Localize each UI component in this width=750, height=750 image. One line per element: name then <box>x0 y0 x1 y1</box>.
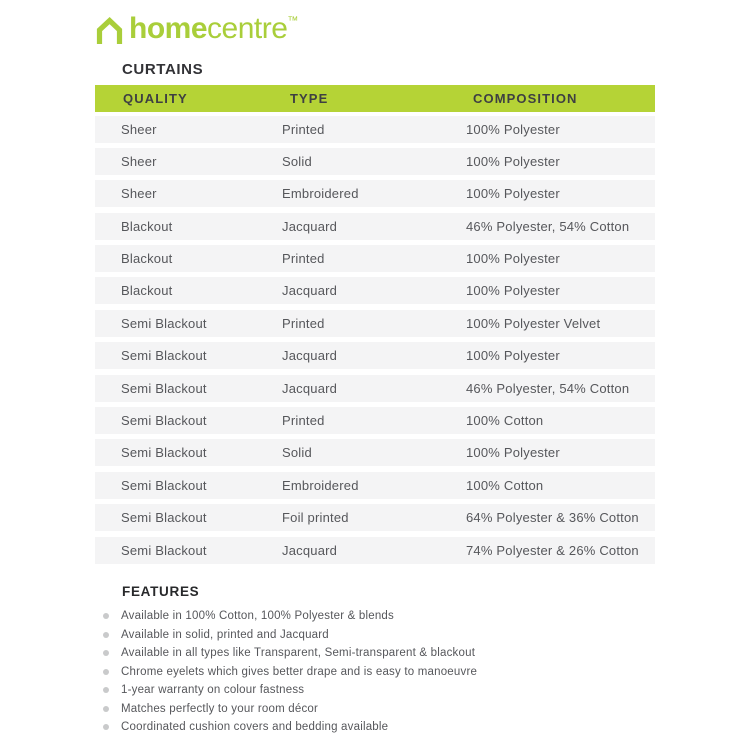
page-title: CURTAINS <box>122 61 204 78</box>
table-row <box>95 537 655 564</box>
cell-type: Printed <box>282 413 325 429</box>
table-row <box>95 245 655 272</box>
cell-type: Embroidered <box>282 186 359 202</box>
table-row <box>95 439 655 466</box>
cell-quality: Semi Blackout <box>121 445 207 461</box>
cell-quality: Semi Blackout <box>121 477 207 493</box>
bullet-icon <box>103 687 109 693</box>
list-item <box>95 610 655 622</box>
cell-type: Jacquard <box>282 348 338 364</box>
list-item <box>95 721 655 733</box>
cell-type: Printed <box>282 251 325 267</box>
table-row <box>95 310 655 337</box>
cell-type: Printed <box>282 315 325 331</box>
feature-text: Available in 100% Cotton, 100% Polyester & blends <box>121 610 394 622</box>
cell-quality: Semi Blackout <box>121 315 207 331</box>
bullet-icon <box>103 724 109 730</box>
cell-composition: 100% Cotton <box>466 477 544 493</box>
table-row <box>95 180 655 207</box>
cell-composition: 74% Polyester & 26% Cotton <box>466 542 639 558</box>
table-row <box>95 277 655 304</box>
column-header-quality: QUALITY <box>123 91 188 106</box>
table-row <box>95 342 655 369</box>
table-row <box>95 213 655 240</box>
features-section <box>95 584 655 740</box>
features-title: FEATURES <box>122 584 200 599</box>
table-row <box>95 148 655 175</box>
cell-quality: Sheer <box>121 121 157 137</box>
feature-text: Matches perfectly to your room décor <box>121 702 319 715</box>
logo-text-home: home <box>129 12 208 45</box>
cell-composition: 100% Polyester <box>466 283 560 299</box>
cell-type: Solid <box>282 445 312 461</box>
cell-quality: Sheer <box>121 186 157 202</box>
bullet-icon <box>103 706 109 712</box>
cell-composition: 100% Polyester <box>466 251 560 267</box>
feature-text: 1-year warranty on colour fastness <box>121 684 305 696</box>
cell-quality: Semi Blackout <box>121 348 207 364</box>
column-header-composition: COMPOSITION <box>473 91 578 106</box>
feature-text: Coordinated cushion covers and bedding available <box>121 721 389 733</box>
cell-composition: 100% Polyester <box>466 348 560 364</box>
cell-type: Jacquard <box>282 380 338 396</box>
cell-type: Foil printed <box>282 510 349 526</box>
cell-type: Solid <box>282 153 312 169</box>
cell-type: Jacquard <box>282 542 338 558</box>
logo-text-centre: centre <box>207 12 288 45</box>
table-row <box>95 407 655 434</box>
list-item <box>95 684 655 696</box>
cell-quality: Semi Blackout <box>121 510 207 526</box>
list-item <box>95 647 655 659</box>
table-body <box>95 116 655 564</box>
cell-quality: Blackout <box>121 283 173 299</box>
house-icon <box>95 13 129 45</box>
column-header-type: TYPE <box>290 91 329 106</box>
bullet-icon <box>103 669 109 675</box>
cell-composition: 100% Polyester Velvet <box>466 315 601 331</box>
cell-composition: 46% Polyester, 54% Cotton <box>466 218 630 234</box>
cell-composition: 100% Polyester <box>466 445 560 461</box>
cell-composition: 100% Cotton <box>466 413 544 429</box>
cell-composition: 100% Polyester <box>466 121 560 137</box>
list-item <box>95 666 655 678</box>
cell-composition: 46% Polyester, 54% Cotton <box>466 380 630 396</box>
cell-composition: 100% Polyester <box>466 153 560 169</box>
cell-quality: Semi Blackout <box>121 380 207 396</box>
cell-quality: Blackout <box>121 251 173 267</box>
cell-quality: Semi Blackout <box>121 542 207 558</box>
feature-text: Available in solid, printed and Jacquard <box>121 628 329 641</box>
cell-composition: 100% Polyester <box>466 186 560 202</box>
list-item <box>95 703 655 715</box>
table-row <box>95 116 655 143</box>
cell-quality: Semi Blackout <box>121 413 207 429</box>
cell-composition: 64% Polyester & 36% Cotton <box>466 510 639 526</box>
trademark-symbol: ™ <box>287 15 299 27</box>
homecentre-logo <box>95 13 298 45</box>
cell-type: Jacquard <box>282 218 338 234</box>
table-header-row <box>95 85 655 112</box>
cell-quality: Blackout <box>121 218 173 234</box>
bullet-icon <box>103 650 109 656</box>
cell-quality: Sheer <box>121 153 157 169</box>
feature-text: Available in all types like Transparent, Semi-transparent & blackout <box>121 647 476 659</box>
feature-text: Chrome eyelets which gives better drape and is easy to manoeuvre <box>121 665 478 678</box>
bullet-icon <box>103 613 109 619</box>
features-list <box>95 610 655 733</box>
table-row <box>95 472 655 499</box>
table-row <box>95 504 655 531</box>
bullet-icon <box>103 632 109 638</box>
cell-type: Jacquard <box>282 283 338 299</box>
cell-type: Printed <box>282 121 325 137</box>
cell-type: Embroidered <box>282 477 359 493</box>
list-item <box>95 629 655 641</box>
table-row <box>95 375 655 402</box>
curtains-spec-table <box>95 85 655 569</box>
